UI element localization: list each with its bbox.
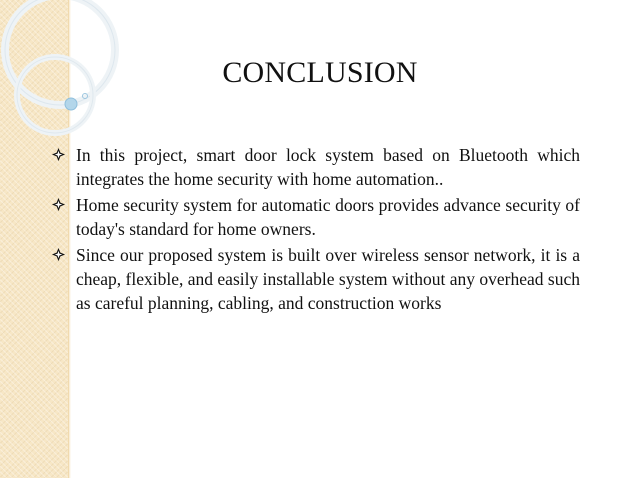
- diamond-bullet-icon: [51, 147, 66, 162]
- bullet-text: In this project, smart door lock system based on Bluetooth which integrates the home security with home automation..: [76, 145, 580, 189]
- diamond-bullet-icon: [51, 197, 66, 212]
- slide-title: CONCLUSION: [222, 56, 418, 89]
- diamond-bullet-icon: [51, 247, 66, 262]
- bullet-item: [48, 193, 580, 241]
- bullet-text: Home security system for automatic doors provides advance security of today's standard for home owners.: [76, 195, 580, 239]
- bullet-list: [48, 143, 580, 317]
- bullet-text: Since our proposed system is built over wireless sensor network, it is a cheap, flexible, and easily installable system without any overhead such as careful planning, cabling, and construction works: [76, 245, 580, 313]
- bullet-item: [48, 143, 580, 191]
- bullet-item: [48, 243, 580, 315]
